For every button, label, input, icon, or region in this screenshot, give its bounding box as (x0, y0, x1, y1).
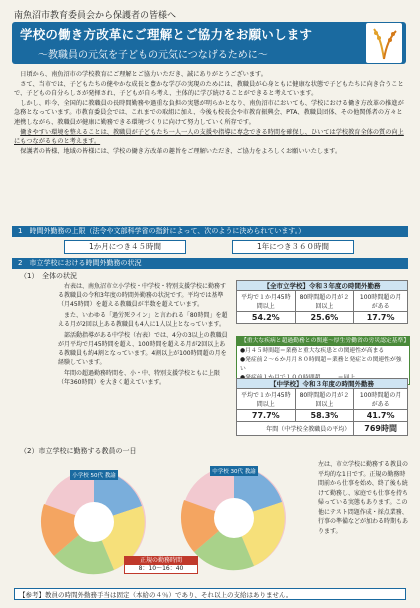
table-jh-value: 77.7% (237, 410, 296, 422)
table-jh-annual-label: 年間（中学校全教職員の平均） (237, 422, 354, 436)
labor-standard-title: 【重大な疾病と超過勤務との関連～厚生労働省の労災認定基準】 (237, 337, 409, 346)
intro-p5: 保護者の皆様、地域の皆様には、学校の働き方改革の趣旨をご理解いただき、ご協力をよろしくお願いいたします。 (20, 147, 342, 155)
section2-para2: また、いわゆる「過労死ライン」と言われる「80時間」を超える月が2回以上ある教職員も4人に1人以上となっています。 (58, 312, 228, 328)
labor-standard-line: ●発症前２～６か月月８０時間超＝業務と発症との関連性が強い (240, 357, 402, 372)
table-all-title: 【全市立学校】令和３年度の時間外勤務 (236, 280, 408, 290)
intro-p3: しかし、昨今、全国的に教職員の長時間勤務や過重な負担の実態が明らかとなり、南魚沼市においても、学校における働き方改革の推進が急務となっています。市教育委員会では、これまでの取組に加え、今後も校長会や市教育振興会、PTA、教職員団体、その他関係者の方々と連携しながら、教職員が健康に勤務できる環境づくりに向けて努力していく所存です。 (14, 99, 404, 126)
table-jh-header: 80時間超の月が２回以上 (295, 389, 354, 410)
table-all-header: 平均で１か月45時間以上 (237, 291, 296, 312)
intro-p1: 日頃から、南魚沼市の学校教育にご理解とご協力いただき、誠にありがとうございます。 (20, 71, 267, 78)
section2-text (58, 282, 230, 387)
limit-month-box: 1か月につき４５時間 (64, 240, 186, 254)
table-all-header: 100時間超の月がある (354, 291, 408, 312)
intro-p2: さて、当市では、子どもたちの健やかな成長と豊かな学びの実現のためには、教職員が心身ともに健康な状態で子どもたちに向き合うことで、子どもの自分らしさが発揮され、子どもが自ら考え、主体的に学び続けることができると考えています。 (14, 80, 404, 98)
section2-para1: 右表は、南魚沼市立小学校・中学校・特別支援学校に勤務する教職員の令和3年度の時間外勤務の状況です。平均では基準（月45時間）を超える教職員が半数を超えています。 (58, 283, 227, 308)
table-jh-header: 100時間超の月がある (354, 389, 408, 410)
title-banner (12, 22, 406, 64)
limit-year-box: 1年につき３６０時間 (232, 240, 354, 254)
page-subtitle: ～教職員の元気を子どもの元気につなげるために～ (38, 50, 268, 61)
section2-para3: 部活動指導がある中学校（右表）では、4分の3以上の教職員が月平均で月45時間を超え、100時間を超える月が2回以上ある教職員も約4割となっています。4割以上が100時間超の月を経験しています。 (58, 332, 228, 366)
table-jh-value: 58.3% (295, 410, 354, 422)
intro-text (14, 70, 406, 156)
labor-standard-line: ●月４５時間超＝業務と重大な疾患との関連性が高まる (240, 348, 385, 354)
section2-sub1: （1） 全体の状況 (20, 272, 77, 280)
table-jh-value: 41.7% (354, 410, 408, 422)
table-all-value: 25.6% (295, 312, 354, 324)
section1-header: 1 時間外勤務の上限（法令や文部科学省の指針によって、次のように決められています。） (12, 226, 408, 237)
table-jh-annual-value: 769時間 (354, 422, 408, 436)
reference-note: 【参考】教員の時間外勤務手当は固定（本給の４％）であり、それ以上の支給はありません。 (14, 588, 406, 600)
section2-2-title: （2）市立学校に勤務する教員の一日 (20, 447, 137, 455)
schedule-explanation: 左は、市立学校に勤務する教員の平均的な1日です。正規の勤務時間前から仕事を始め、終了後も続けて勤務し、家庭でも仕事を持ち帰っている実態もあります。この他にテスト問題作成・採点業務、行事の準備などが加わる時期もあります。 (318, 461, 409, 535)
intro-p4: 働きやすい環境を整えることは、教職員が子どもたち一人一人の支援や指導に専念できる時間を確保し、ひいては学校教育全体の質の向上にもつながるものと考えます。 (14, 128, 404, 146)
table-junior-high (236, 378, 408, 436)
table-jh-header: 平均で１か月45時間以上 (237, 389, 296, 410)
section2-header: 2 市立学校における時間外勤務の状況 (12, 258, 408, 269)
table-all-header: 80時間超の月が２回以上 (295, 291, 354, 312)
section2-para4: 年間の超過勤務時間を、小・中、特別支援学校ともに上限（年360時間）を大きく超えています。 (58, 370, 221, 386)
elementary-label: 小学校 50代 教諭 (70, 470, 118, 480)
table-all-value: 17.7% (354, 312, 408, 324)
junior-clock-chart (181, 466, 286, 570)
recipient-line: 南魚沼市教育委員会から保護者の皆様へ (14, 11, 177, 21)
regular-hours-box (124, 556, 198, 574)
table-all-schools (236, 280, 408, 324)
table-all-value: 54.2% (237, 312, 296, 324)
regular-hours-time: 8：10～16：40 (138, 565, 184, 572)
regular-hours-label: 正規の勤務時間 (125, 557, 197, 565)
rice-logo-icon (366, 23, 402, 63)
table-jh-title: 【中学校】令和３年度の時間外勤務 (236, 378, 408, 388)
page-title: 学校の働き方改革にご理解とご協力をお願いします (20, 27, 313, 42)
junior-label: 中学校 30代 教諭 (210, 466, 258, 476)
